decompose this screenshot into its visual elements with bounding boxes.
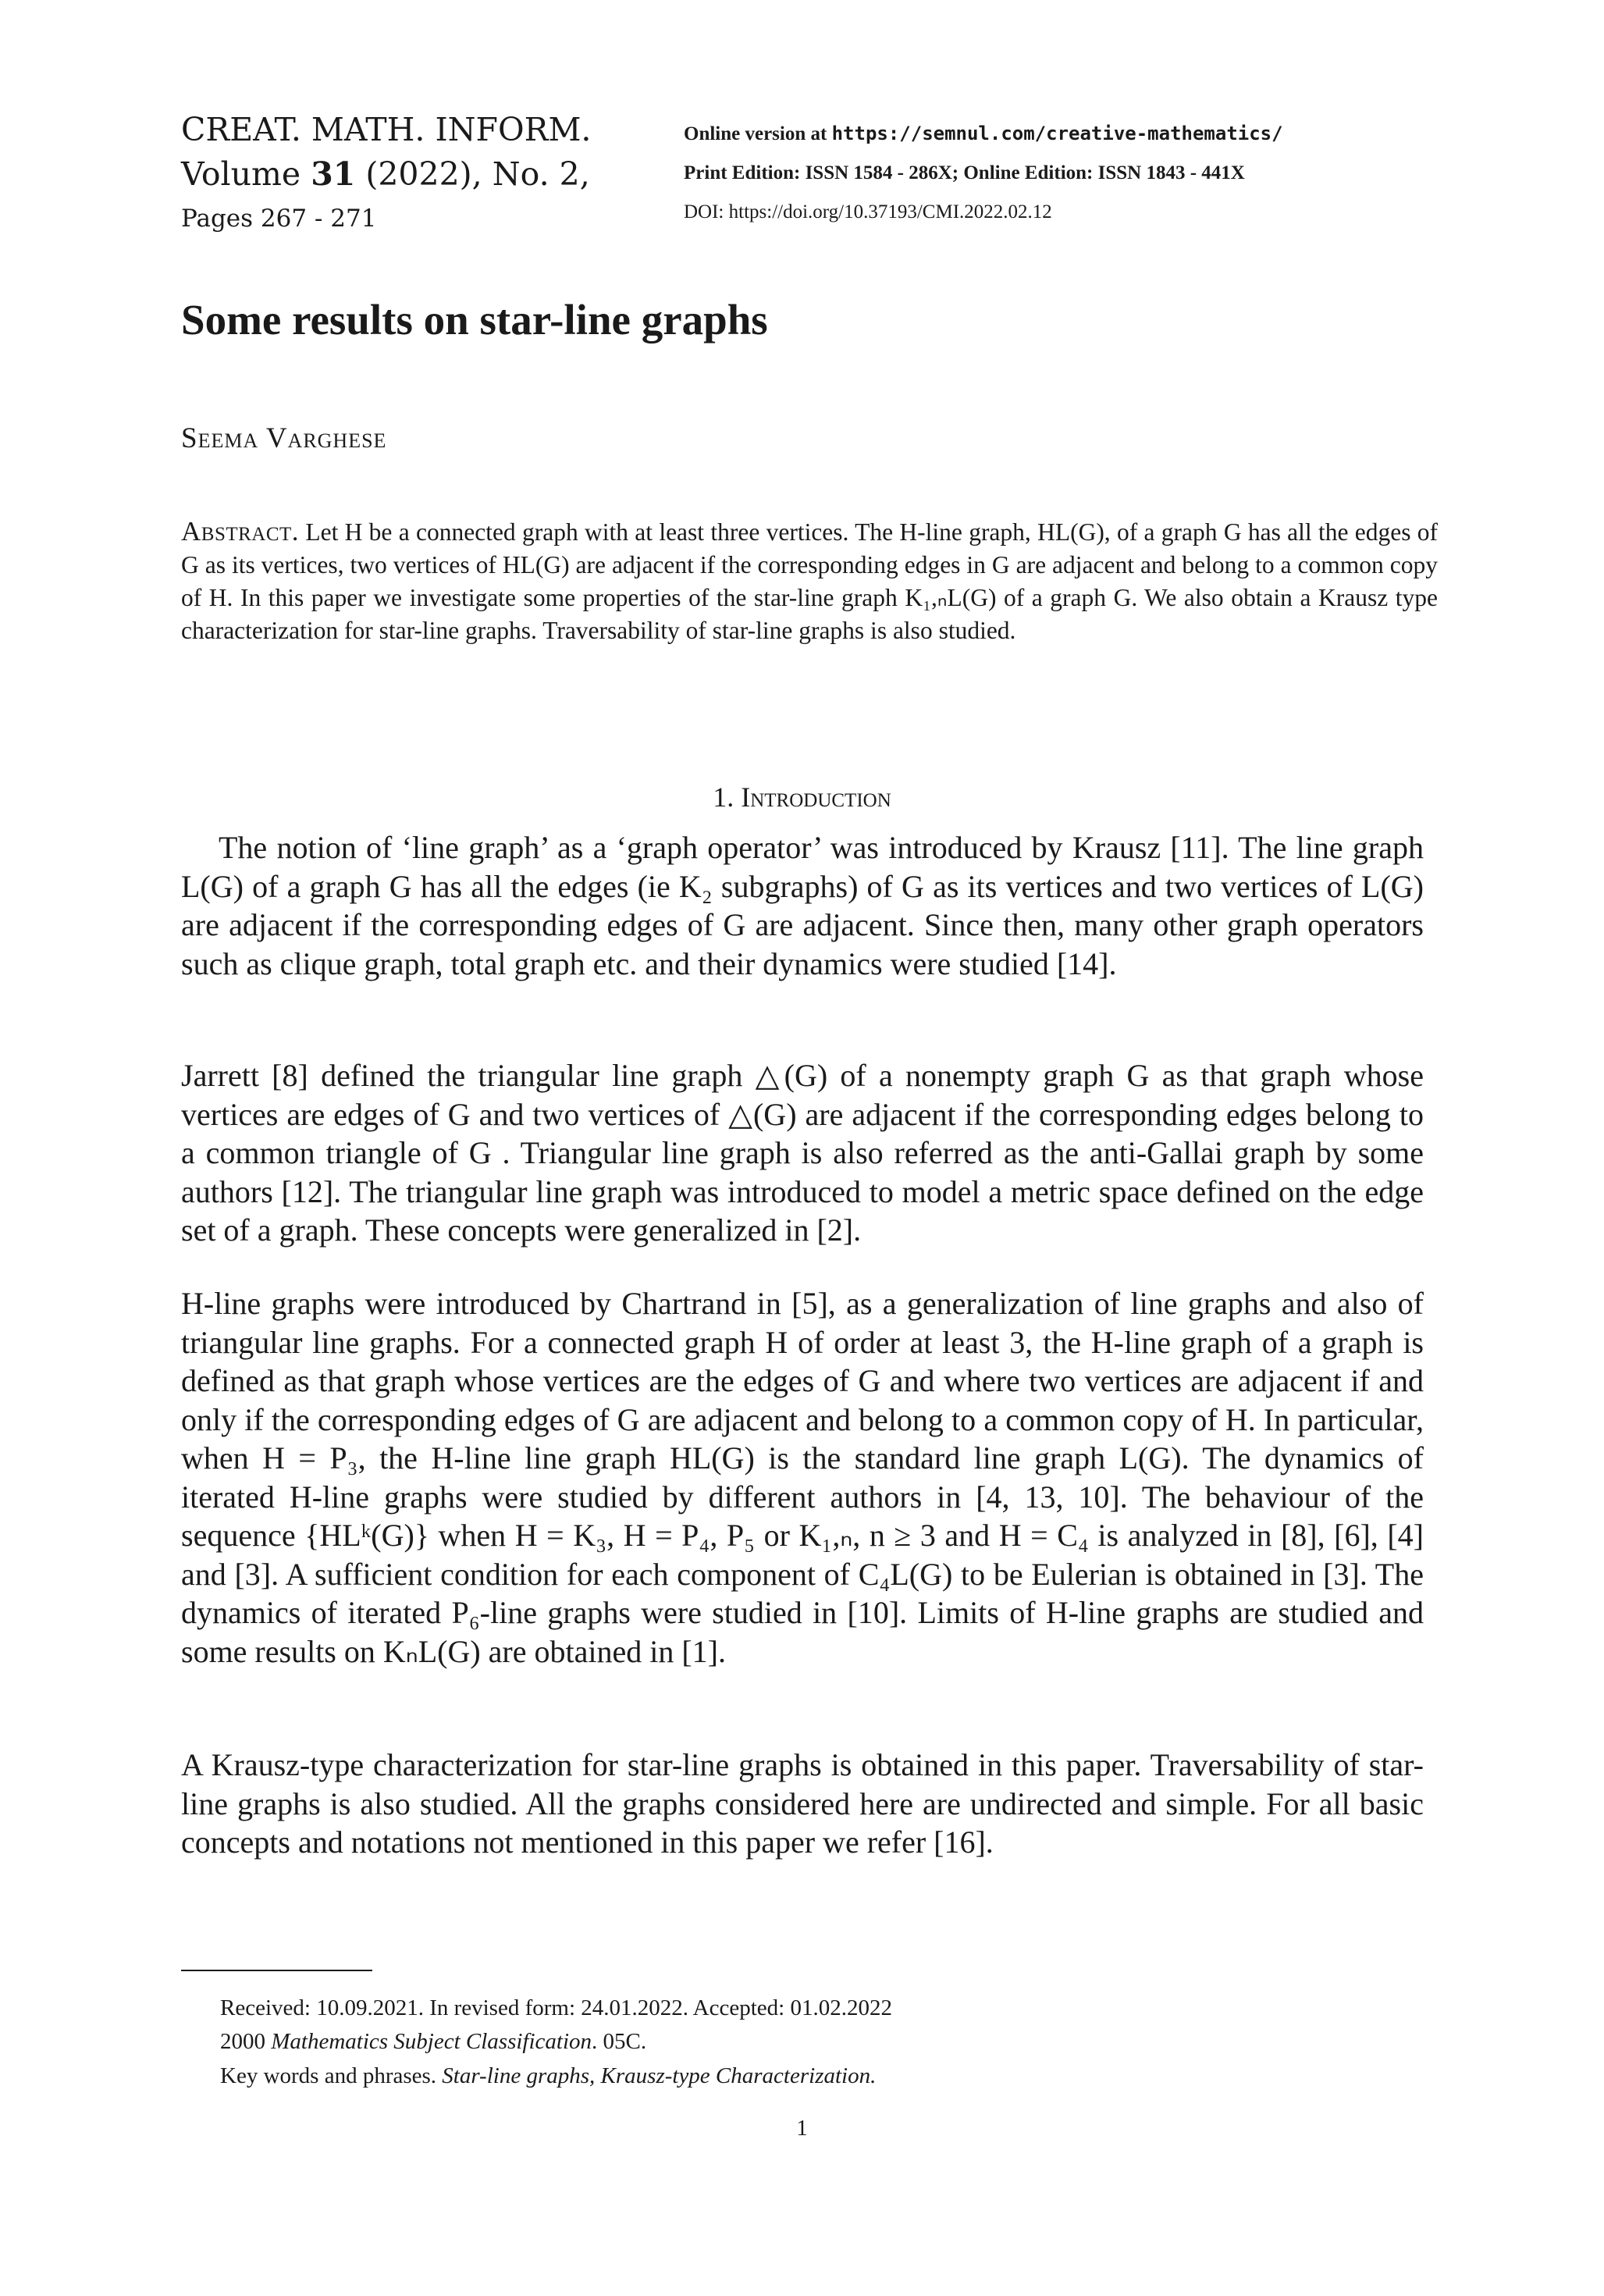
msc-label: Mathematics Subject Classification bbox=[271, 2029, 592, 2054]
journal-pages: Pages 267 - 271 bbox=[181, 205, 377, 233]
volume-prefix: Volume bbox=[181, 155, 311, 193]
volume-number: 31 bbox=[311, 155, 356, 193]
online-url[interactable]: https://semnul.com/creative-mathematics/ bbox=[831, 123, 1283, 144]
section-title: Introduction bbox=[741, 781, 891, 813]
footnote-received: Received: 10.09.2021. In revised form: 24.01.2022. Accepted: 01.02.2022 bbox=[220, 1995, 892, 2020]
print-edition bbox=[684, 154, 1283, 193]
intro-paragraph-1: The notion of ‘line graph’ as a ‘graph operator’ was introduced by Krausz [11]. The line graph L(G) of a graph G has all the edges (ie K₂ subgraphs) of G as its vertices and two vertices of L(G) are adjacent if the corresponding edges of G are adjacent. Since then, many other graph operators such as clique graph, total graph etc. and their dynamics were studied [14]. bbox=[181, 830, 1424, 981]
online-label: Online version at bbox=[684, 123, 832, 144]
journal-volume bbox=[181, 152, 591, 197]
page-number: 1 bbox=[796, 2116, 808, 2141]
footnote-keywords bbox=[220, 2063, 876, 2089]
print-edition-text: Print Edition: ISSN 1584 - 286X; Online Edition: ISSN 1843 - 441X bbox=[684, 162, 1245, 183]
online-version bbox=[684, 114, 1283, 154]
edition-info bbox=[684, 114, 1283, 232]
intro-paragraph-4: A Krausz-type characterization for star-line graphs is obtained in this paper. Traversability of star-line graphs is also studied. All the graphs considered here are undirected and simple. For all basic concepts and notations not mentioned in this paper we refer [16]. bbox=[181, 1747, 1424, 1860]
author-name: Seema Varghese bbox=[181, 422, 387, 454]
abstract-text: Let H be a connected graph with at least three vertices. The H-line graph, HL(G), of a graph G has all the edges of G as its vertices, two vertices of HL(G) are adjacent if the corresponding edges in G are adjacent and belong to a common copy of H. In this paper we investigate some properties of the star-line graph K₁,ₙL(G) of a graph G. We also obtain a Krausz type characterization for star-line graphs. Traversability of star-line graphs is also studied. bbox=[181, 518, 1438, 644]
msc-value: . 05C. bbox=[592, 2029, 647, 2054]
volume-suffix: (2022), No. 2, bbox=[355, 155, 590, 193]
intro-paragraph-3: H-line graphs were introduced by Chartrand in [5], as a generalization of line graphs and also of triangular line graphs. For a connected graph H of order at least 3, the H-line graph of a graph is defined as that graph whose vertices are the edges of G and where two vertices are adjacent if and only if the corresponding edges of G are adjacent and belong to a common copy of H. In particular, when H = P₃, the H-line line graph HL(G) is the standard line graph L(G). The dynamics of iterated H-line graphs were studied by different authors in [4, 13, 10]. The behaviour of the sequence {HLᵏ(G)} when H = K₃, H = P₄, P₅ or K₁,ₙ, n ≥ 3 and H = C₄ is analyzed in [8], [6], [4] and [3]. A sufficient condition for each component of C₄L(G) to be Eulerian is obtained in [3]. The dynamics of iterated P₆-line graphs were studied in [10]. Limits of H-line graphs are studied and some results on KₙL(G) are obtained in [1]. bbox=[181, 1286, 1424, 1669]
footnote-msc bbox=[220, 2029, 646, 2055]
paper-title: Some results on star-line graphs bbox=[181, 296, 768, 344]
journal-header bbox=[181, 108, 591, 241]
keywords-value: Star-line graphs, Krausz-type Characterization. bbox=[442, 2063, 877, 2088]
journal-name: CREAT. MATH. INFORM. bbox=[181, 111, 592, 148]
abstract bbox=[181, 515, 1438, 647]
msc-prefix: 2000 bbox=[220, 2029, 272, 2054]
doi[interactable]: DOI: https://doi.org/10.37193/CMI.2022.02.12 bbox=[684, 201, 1052, 222]
footnote-rule bbox=[181, 1970, 372, 1971]
section-heading bbox=[0, 781, 1604, 813]
keywords-label: Key words and phrases. bbox=[220, 2063, 443, 2088]
abstract-label: Abstract. bbox=[181, 516, 300, 546]
intro-paragraph-2: Jarrett [8] defined the triangular line graph △(G) of a nonempty graph G as that graph whose vertices are edges of G and two vertices of △(G) are adjacent if the corresponding edges belong to a common triangle of G . Triangular line graph is also referred as the anti-Gallai graph by some authors [12]. The triangular line graph was introduced to model a metric space defined on the edge set of a graph. These concepts were generalized in [2]. bbox=[181, 1058, 1424, 1248]
section-number: 1. bbox=[713, 781, 734, 813]
